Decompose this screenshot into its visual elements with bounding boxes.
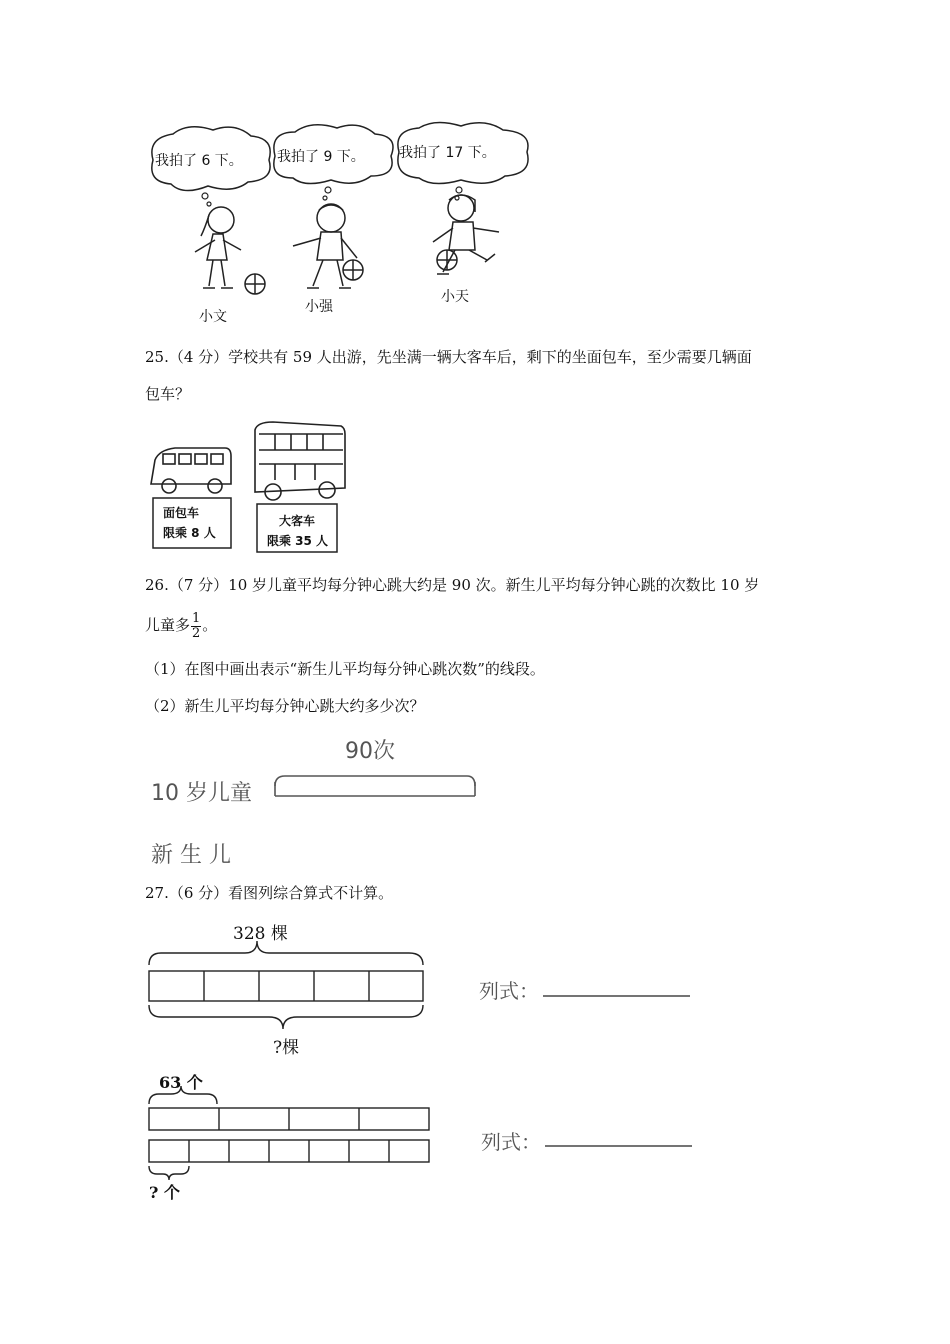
- q26-top-label: 90次: [345, 739, 395, 764]
- q26-line2: [145, 610, 217, 641]
- q27-diagram1: [145, 915, 705, 1058]
- q26-sub1: （1）在图中画出表示“新生儿平均每分钟心跳次数”的线段。: [145, 660, 545, 678]
- van-limit: 限乘 8 人: [163, 526, 216, 540]
- d1-top-brace: [149, 941, 423, 965]
- bubble-text-xiaowen: 我拍了 6 下。: [155, 153, 243, 169]
- d2-bottom-brace: [149, 1166, 189, 1180]
- d1-formula-label: 列式：: [479, 979, 539, 1003]
- bubble-text-xiaotian: 我拍了 17 下。: [399, 145, 496, 161]
- fraction-one-half: [191, 612, 201, 641]
- q26-brace: [275, 776, 475, 786]
- d2-bars: [145, 1066, 705, 1206]
- q26-line2-post: 。: [202, 616, 218, 634]
- q26-row1-label: 10 岁儿童: [151, 781, 252, 806]
- q25-line1: 25.（4 分）学校共有 59 人出游，先坐满一辆大客车后，剩下的坐面包车，至少需要几辆面: [145, 348, 752, 366]
- q27-diagram2: [145, 1066, 705, 1206]
- q26-line2-pre: 儿童多: [145, 616, 191, 634]
- q26-diagram: [145, 728, 485, 868]
- q25-figure: [145, 420, 365, 560]
- d1-top-label: 328 棵: [233, 924, 288, 944]
- name-xiaowen: 小文: [199, 309, 227, 325]
- bus-name: 大客车: [279, 514, 316, 528]
- fraction-denominator: 2: [192, 625, 201, 641]
- d1-bar: [145, 915, 705, 1055]
- d2-top-label: 63 个: [159, 1073, 203, 1092]
- van-name: 面包车: [163, 506, 200, 520]
- d2-bottom-label: ? 个: [149, 1183, 180, 1202]
- bubble-text-xiaoqiang: 我拍了 9 下。: [277, 149, 365, 165]
- d1-bottom-label: ?棵: [273, 1038, 300, 1058]
- q26-sub2: （2）新生儿平均每分钟心跳大约多少次？: [145, 697, 425, 715]
- q27-line1: 27.（6 分）看图列综合算式不计算。: [145, 884, 394, 902]
- van-icon: [151, 448, 231, 493]
- q25-line2: 包车？: [145, 385, 191, 403]
- q24-figure: [143, 120, 543, 332]
- d2-top-brace: [149, 1086, 217, 1104]
- bus-limit: 限乘 35 人: [267, 534, 329, 548]
- q26-row2-label: 新 生 儿: [151, 843, 231, 868]
- name-xiaotian: 小天: [441, 289, 469, 305]
- bus-icon: [255, 422, 345, 500]
- name-xiaoqiang: 小强: [305, 299, 333, 315]
- d2-formula-label: 列式：: [481, 1130, 541, 1154]
- d1-bottom-brace: [149, 1005, 423, 1029]
- fraction-numerator: 1: [192, 610, 201, 626]
- q26-line1: 26.（7 分）10 岁儿童平均每分钟心跳大约是 90 次。新生儿平均每分钟心跳的次数比 10 岁: [145, 576, 760, 594]
